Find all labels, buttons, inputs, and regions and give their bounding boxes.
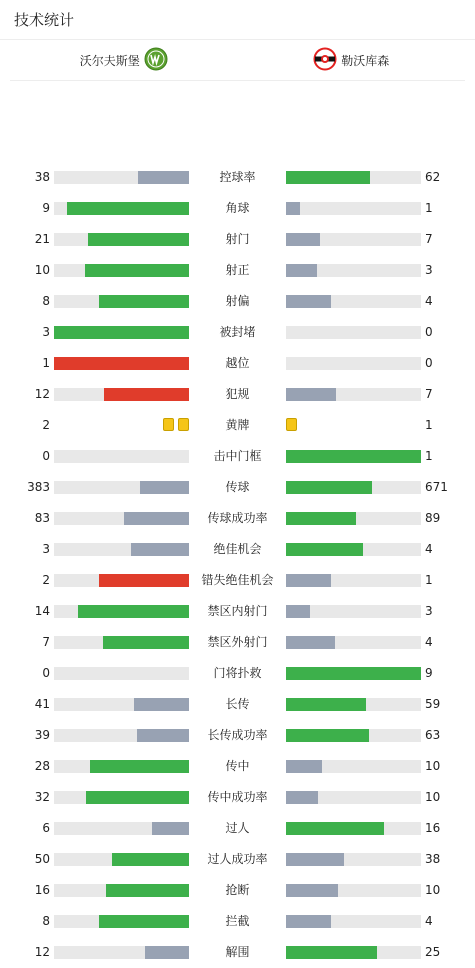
stat-row bbox=[0, 875, 475, 906]
away-bar-fill bbox=[286, 729, 369, 742]
home-bar bbox=[54, 698, 189, 711]
stat-label: 犯规 bbox=[225, 387, 250, 401]
away-value: 3 bbox=[425, 263, 433, 277]
home-value: 83 bbox=[34, 511, 50, 525]
stat-row bbox=[0, 937, 475, 968]
home-bar bbox=[54, 233, 189, 246]
stat-label: 禁区内射门 bbox=[207, 604, 268, 618]
yellow-card-icon bbox=[178, 418, 189, 431]
stat-row bbox=[0, 162, 475, 193]
home-bar-fill bbox=[145, 946, 189, 959]
home-bar bbox=[54, 543, 189, 556]
stat-label: 长传 bbox=[225, 697, 250, 711]
home-bar-fill bbox=[131, 543, 189, 556]
away-bar-fill bbox=[286, 233, 320, 246]
home-bar bbox=[54, 667, 189, 680]
home-value: 28 bbox=[34, 759, 50, 773]
home-value: 0 bbox=[42, 666, 50, 680]
away-value: 4 bbox=[425, 635, 433, 649]
home-bar-fill bbox=[140, 481, 189, 494]
away-bar bbox=[286, 357, 421, 370]
away-bar-fill bbox=[286, 543, 363, 556]
home-bar-fill bbox=[88, 233, 189, 246]
stat-row bbox=[0, 906, 475, 937]
away-bar bbox=[286, 698, 421, 711]
stat-label: 抢断 bbox=[225, 883, 250, 897]
home-value: 8 bbox=[42, 914, 50, 928]
stat-label: 禁区外射门 bbox=[207, 635, 268, 649]
stat-row bbox=[0, 503, 475, 534]
away-bar bbox=[286, 636, 421, 649]
stat-label: 黄牌 bbox=[225, 418, 250, 432]
away-bar-fill bbox=[286, 791, 318, 804]
stat-row bbox=[0, 596, 475, 627]
away-bar bbox=[286, 450, 421, 463]
home-team-name: 沃尔夫斯堡 bbox=[79, 53, 140, 68]
away-value: 3 bbox=[425, 604, 433, 618]
away-bar-fill bbox=[286, 636, 335, 649]
away-bar bbox=[286, 915, 421, 928]
home-value: 10 bbox=[34, 263, 50, 277]
stat-row bbox=[0, 441, 475, 472]
away-bar-fill bbox=[286, 574, 331, 587]
home-bar-fill bbox=[137, 729, 189, 742]
away-value: 0 bbox=[425, 356, 433, 370]
stat-row bbox=[0, 534, 475, 565]
stat-row bbox=[0, 689, 475, 720]
away-bar bbox=[286, 729, 421, 742]
stat-row bbox=[0, 255, 475, 286]
home-bar-fill bbox=[54, 357, 189, 370]
home-bar-fill bbox=[103, 636, 189, 649]
section-title: 技术统计 bbox=[14, 11, 75, 29]
home-bar bbox=[54, 791, 189, 804]
home-bar-fill bbox=[112, 853, 189, 866]
stat-label: 传球成功率 bbox=[207, 511, 268, 525]
home-value: 12 bbox=[34, 945, 50, 959]
away-bar bbox=[286, 760, 421, 773]
stat-label: 传球 bbox=[225, 480, 250, 494]
away-value: 1 bbox=[425, 573, 433, 587]
home-bar bbox=[54, 760, 189, 773]
home-team[interactable] bbox=[10, 47, 238, 74]
home-bar-fill bbox=[106, 884, 189, 897]
home-bar-fill bbox=[67, 202, 189, 215]
home-bar-fill bbox=[152, 822, 189, 835]
home-bar-fill bbox=[138, 171, 189, 184]
away-bar-fill bbox=[286, 760, 322, 773]
away-value: 16 bbox=[425, 821, 441, 835]
away-bar bbox=[286, 326, 421, 339]
stat-label: 控球率 bbox=[219, 170, 256, 184]
away-yellow-cards bbox=[286, 418, 297, 432]
home-bar bbox=[54, 481, 189, 494]
home-bar bbox=[54, 171, 189, 184]
home-bar bbox=[54, 729, 189, 742]
home-bar-fill bbox=[86, 791, 189, 804]
leverkusen-logo-icon bbox=[313, 47, 337, 74]
home-bar bbox=[54, 822, 189, 835]
home-value: 21 bbox=[34, 232, 50, 246]
wolfsburg-logo-icon bbox=[144, 47, 168, 74]
away-bar bbox=[286, 543, 421, 556]
yellow-card-icon bbox=[286, 418, 297, 431]
away-value: 0 bbox=[425, 325, 433, 339]
home-value: 2 bbox=[42, 418, 50, 432]
stat-label: 射正 bbox=[225, 263, 250, 277]
away-value: 38 bbox=[425, 852, 441, 866]
away-bar bbox=[286, 822, 421, 835]
away-bar-fill bbox=[286, 822, 384, 835]
away-bar-fill bbox=[286, 853, 344, 866]
away-bar bbox=[286, 884, 421, 897]
home-bar-fill bbox=[99, 915, 189, 928]
away-bar-fill bbox=[286, 512, 356, 525]
away-bar bbox=[286, 605, 421, 618]
away-value: 25 bbox=[425, 945, 441, 959]
home-value: 14 bbox=[34, 604, 50, 618]
stat-row bbox=[0, 348, 475, 379]
home-value: 16 bbox=[34, 883, 50, 897]
home-value: 383 bbox=[27, 480, 50, 494]
home-bar-fill bbox=[85, 264, 189, 277]
away-value: 1 bbox=[425, 418, 433, 432]
home-bar bbox=[54, 605, 189, 618]
away-value: 7 bbox=[425, 387, 433, 401]
home-value: 9 bbox=[42, 201, 50, 215]
away-value: 63 bbox=[425, 728, 441, 742]
away-bar bbox=[286, 295, 421, 308]
away-bar bbox=[286, 853, 421, 866]
stat-row bbox=[0, 410, 475, 441]
stat-row bbox=[0, 565, 475, 596]
away-team-name: 勒沃库森 bbox=[341, 53, 390, 68]
away-value: 4 bbox=[425, 914, 433, 928]
home-bar bbox=[54, 326, 189, 339]
stat-label: 解围 bbox=[225, 945, 250, 959]
teams-row bbox=[10, 40, 465, 81]
away-value: 10 bbox=[425, 759, 441, 773]
stat-label: 长传成功率 bbox=[207, 728, 268, 742]
home-bar-fill bbox=[99, 295, 189, 308]
stat-label: 门将扑救 bbox=[213, 666, 262, 680]
stat-row bbox=[0, 782, 475, 813]
away-value: 4 bbox=[425, 542, 433, 556]
away-bar bbox=[286, 791, 421, 804]
away-bar-fill bbox=[286, 295, 331, 308]
away-bar-fill bbox=[286, 388, 336, 401]
stat-label: 过人成功率 bbox=[207, 852, 268, 866]
away-bar bbox=[286, 481, 421, 494]
home-bar bbox=[54, 853, 189, 866]
home-value: 0 bbox=[42, 449, 50, 463]
home-value: 32 bbox=[34, 790, 50, 804]
away-value: 10 bbox=[425, 883, 441, 897]
stat-label: 拦截 bbox=[225, 914, 250, 928]
home-value: 38 bbox=[34, 170, 50, 184]
home-bar-fill bbox=[124, 512, 189, 525]
stat-label: 被封堵 bbox=[219, 325, 256, 339]
stat-label: 绝佳机会 bbox=[213, 542, 262, 556]
stat-label: 射偏 bbox=[225, 294, 250, 308]
away-bar-fill bbox=[286, 884, 338, 897]
home-bar bbox=[54, 388, 189, 401]
home-value: 8 bbox=[42, 294, 50, 308]
home-bar bbox=[54, 915, 189, 928]
stat-label: 击中门框 bbox=[213, 449, 262, 463]
away-bar-fill bbox=[286, 450, 421, 463]
home-bar bbox=[54, 884, 189, 897]
away-value: 59 bbox=[425, 697, 441, 711]
away-bar-fill bbox=[286, 946, 377, 959]
yellow-card-icon bbox=[163, 418, 174, 431]
home-bar bbox=[54, 295, 189, 308]
away-value: 10 bbox=[425, 790, 441, 804]
away-value: 9 bbox=[425, 666, 433, 680]
away-bar-fill bbox=[286, 202, 300, 215]
away-bar bbox=[286, 388, 421, 401]
stat-row bbox=[0, 224, 475, 255]
away-bar-fill bbox=[286, 481, 372, 494]
home-bar-fill bbox=[54, 326, 189, 339]
home-value: 2 bbox=[42, 573, 50, 587]
stat-row bbox=[0, 720, 475, 751]
away-team[interactable] bbox=[238, 47, 466, 74]
away-bar bbox=[286, 667, 421, 680]
home-bar bbox=[54, 357, 189, 370]
away-bar bbox=[286, 946, 421, 959]
home-yellow-cards bbox=[163, 418, 189, 432]
home-value: 3 bbox=[42, 542, 50, 556]
home-value: 12 bbox=[34, 387, 50, 401]
away-value: 4 bbox=[425, 294, 433, 308]
away-value: 89 bbox=[425, 511, 441, 525]
stat-row bbox=[0, 472, 475, 503]
stat-label: 传中成功率 bbox=[207, 790, 268, 804]
stat-row bbox=[0, 658, 475, 689]
away-bar-fill bbox=[286, 698, 366, 711]
home-bar bbox=[54, 946, 189, 959]
away-bar bbox=[286, 171, 421, 184]
away-bar-fill bbox=[286, 915, 331, 928]
home-bar bbox=[54, 512, 189, 525]
home-bar bbox=[54, 574, 189, 587]
away-bar bbox=[286, 512, 421, 525]
home-value: 39 bbox=[34, 728, 50, 742]
home-bar bbox=[54, 202, 189, 215]
home-bar-fill bbox=[134, 698, 189, 711]
home-value: 50 bbox=[34, 852, 50, 866]
home-value: 7 bbox=[42, 635, 50, 649]
stat-label: 过人 bbox=[225, 821, 250, 835]
stat-row bbox=[0, 317, 475, 348]
stat-row bbox=[0, 286, 475, 317]
away-bar-fill bbox=[286, 171, 370, 184]
home-bar-fill bbox=[90, 760, 189, 773]
home-value: 6 bbox=[42, 821, 50, 835]
stat-row bbox=[0, 627, 475, 658]
stat-row bbox=[0, 844, 475, 875]
stat-label: 角球 bbox=[225, 201, 250, 215]
home-value: 1 bbox=[42, 356, 50, 370]
stat-row bbox=[0, 751, 475, 782]
away-value: 1 bbox=[425, 201, 433, 215]
home-value: 41 bbox=[34, 697, 50, 711]
home-bar bbox=[54, 636, 189, 649]
stat-label: 越位 bbox=[225, 356, 250, 370]
away-value: 1 bbox=[425, 449, 433, 463]
section-header bbox=[0, 0, 475, 40]
away-bar-fill bbox=[286, 667, 421, 680]
stat-label: 传中 bbox=[225, 759, 250, 773]
stat-row bbox=[0, 813, 475, 844]
stat-row bbox=[0, 379, 475, 410]
away-bar bbox=[286, 574, 421, 587]
away-bar bbox=[286, 264, 421, 277]
away-bar-fill bbox=[286, 605, 310, 618]
away-value: 671 bbox=[425, 480, 448, 494]
stat-label: 错失绝佳机会 bbox=[201, 573, 274, 587]
home-bar bbox=[54, 450, 189, 463]
away-bar-fill bbox=[286, 264, 317, 277]
stat-row bbox=[0, 193, 475, 224]
stat-label: 射门 bbox=[225, 232, 250, 246]
away-value: 7 bbox=[425, 232, 433, 246]
away-value: 62 bbox=[425, 170, 441, 184]
home-bar-fill bbox=[104, 388, 189, 401]
home-bar bbox=[54, 264, 189, 277]
away-bar bbox=[286, 202, 421, 215]
home-value: 3 bbox=[42, 325, 50, 339]
away-bar bbox=[286, 233, 421, 246]
home-bar-fill bbox=[78, 605, 189, 618]
home-bar-fill bbox=[99, 574, 189, 587]
